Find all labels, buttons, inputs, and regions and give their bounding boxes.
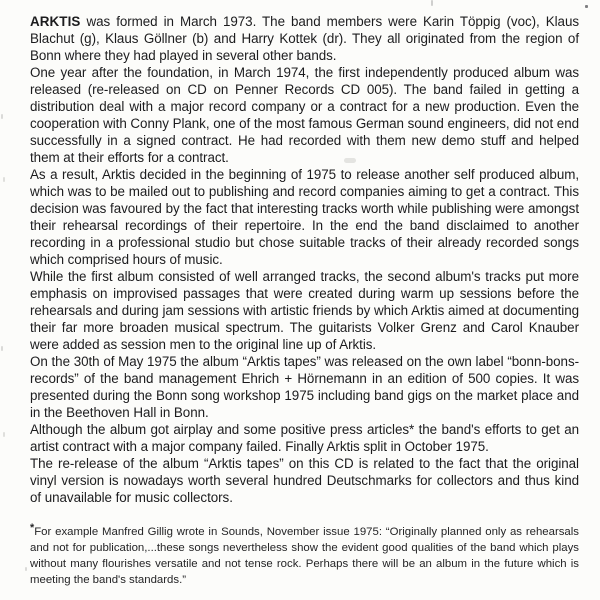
paragraph-formation — [30, 13, 579, 64]
paragraph-second-album-decision: As a result, Arktis decided in the beginning of 1975 to release another self produced album, which was to be mailed out to publishing and record companies aiming to get a contract. This decision was favoured by the fact that interesting tracks worth while publishing were amongst their rehearsal recordings of their repertoire. In the end the band disclaimed to another recording in a professional studio but chose suitable tracks of their already recorded songs which comprised hours of music. — [30, 167, 579, 267]
band-biography-text — [30, 13, 579, 506]
scan-speck — [25, 567, 27, 571]
paragraph-album-character: While the first album consisted of well arranged tracks, the second album's tracks put more emphasis on improvised passages that were created during warm up sessions before the rehearsals and during jam sessions with artistic friends by which Arktis aimed at documenting their far more broaden musical spectrum. The guitarists Volker Grenz and Carol Knauber were added as session men to the original line up of Arktis. — [30, 269, 579, 352]
scan-speck — [85, 578, 87, 581]
band-name: ARKTIS — [30, 14, 81, 29]
scan-speck — [3, 432, 5, 437]
paragraph-first-album: One year after the foundation, in March 1974, the first independently produced album was released (re-released on CD on Penner Records CD 005). The band failed in getting a distribution deal with a major record company or a contract for a new production. Even the cooperation with Conny Plank, one of the most famous German sound engineers, did not end successfully in a signed contract. He had recorded with them new demo stuff and helped them at their efforts for a contract. — [30, 65, 579, 165]
scan-speck — [3, 177, 5, 182]
paragraph-formation-text: was formed in March 1973. The band members were Karin Töppig (voc), Klaus Blachut (g), Klaus Göllner (b) and Harry Kottek (dr). They all originated from the region of Bonn where they had played in several other bands. — [30, 14, 579, 63]
footnote-text: For example Manfred Gillig wrote in Sounds, November issue 1975: “Originally planned only as rehearsals and not for publication,...these songs nevertheless show the evident good qualities of the band which plays without many flourishes versatile and not tense rock. Perhaps there will be an album in the future which is meeting the band's standards.” — [30, 526, 579, 586]
scan-speck — [1, 114, 3, 119]
scan-speck — [431, 0, 433, 6]
footnote-asterisk: * — [30, 522, 35, 535]
paragraph-release-details: On the 30th of May 1975 the album “Arktis tapes” was released on the own label “bonn-bons-records” of the band management Ehrich + Hörnemann in an edition of 500 copies. It was presented during the Bonn song workshop 1975 including band gigs on the market place and in the Beethoven Hall in Bonn. — [30, 354, 579, 420]
footnote — [30, 524, 579, 588]
scan-speck — [344, 158, 356, 163]
scan-speck — [1, 346, 3, 351]
paragraph-band-split: Although the album got airplay and some positive press articles* the band's efforts to get an artist contract with a major company failed. Finally Arktis split in October 1975. — [30, 422, 579, 454]
scan-speck — [585, 5, 588, 8]
paragraph-re-release: The re-release of the album “Arktis tapes” on this CD is related to the fact that the original vinyl version is nowadays worth several hundred Deutschmarks for collectors and thus kind of unavailable for music collectors. — [30, 456, 579, 505]
